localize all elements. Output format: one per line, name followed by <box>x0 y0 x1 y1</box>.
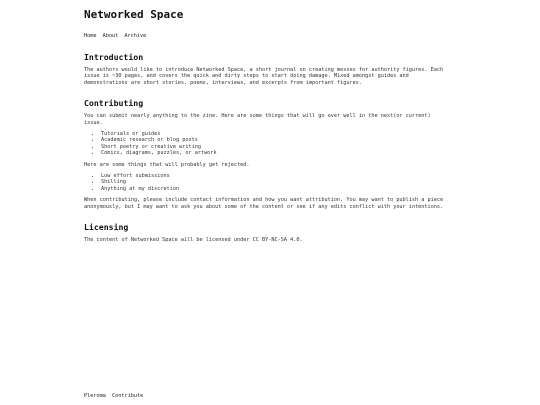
introduction-paragraph: The authors would like to introduce Networked Space, a short journal on creating messes for authority figures. Each issue is ~30 pages, and covers the quick and dirty steps to start doing damage. Mixed amongst guides and demonstrations are short stories, poems, interviews, and excerpts from important figures. <box>84 67 444 86</box>
footer-contribute-link[interactable]: Contribute <box>112 393 144 399</box>
licensing-section <box>84 222 450 243</box>
contributing-heading: Contributing <box>84 98 144 109</box>
footer-pleroma-link[interactable]: Pleroma <box>84 393 106 399</box>
list-item: • Low effort submissions <box>101 173 450 179</box>
licensing-paragraph: The content of Networked Space will be licensed under CC BY-NC-SA 4.0. <box>84 237 303 244</box>
contributing-section <box>84 98 450 210</box>
list-item: • Academic research or blog posts <box>101 137 450 143</box>
nav-archive-link[interactable]: Archive <box>124 33 147 39</box>
list-item: • Short poetry or creative writing <box>101 144 450 150</box>
rejected-list <box>84 173 450 192</box>
footer-nav <box>84 393 146 400</box>
rejected-intro-paragraph: Here are some things that will probably get rejected. <box>84 161 250 168</box>
introduction-section <box>84 52 450 86</box>
site-title: Networked Space <box>84 8 184 21</box>
top-nav <box>84 33 450 40</box>
accepted-list <box>84 131 450 157</box>
page-content <box>84 8 450 249</box>
nav-about-link[interactable]: About <box>102 33 119 39</box>
list-item: • Shilling <box>101 179 450 185</box>
licensing-heading: Licensing <box>84 222 129 233</box>
contributing-intro-paragraph: You can submit nearly anything to the zine. Here are some things that will go over well in the next(or current) issue. <box>84 113 431 126</box>
list-item: • Anything at my discretion <box>101 186 450 192</box>
list-item: • Comics, diagrams, puzzles, or artwork <box>101 150 450 156</box>
nav-home-link[interactable]: Home <box>84 33 97 39</box>
introduction-heading: Introduction <box>84 52 144 62</box>
contributing-outro-paragraph: When contributing, please include contact information and how you want attribution. You may want to publish a piece anonymously, but I may want to ask you about some of the content or see if any edits conflict with your intentions. <box>84 197 444 210</box>
list-item: • Tutorials or guides <box>101 131 450 137</box>
